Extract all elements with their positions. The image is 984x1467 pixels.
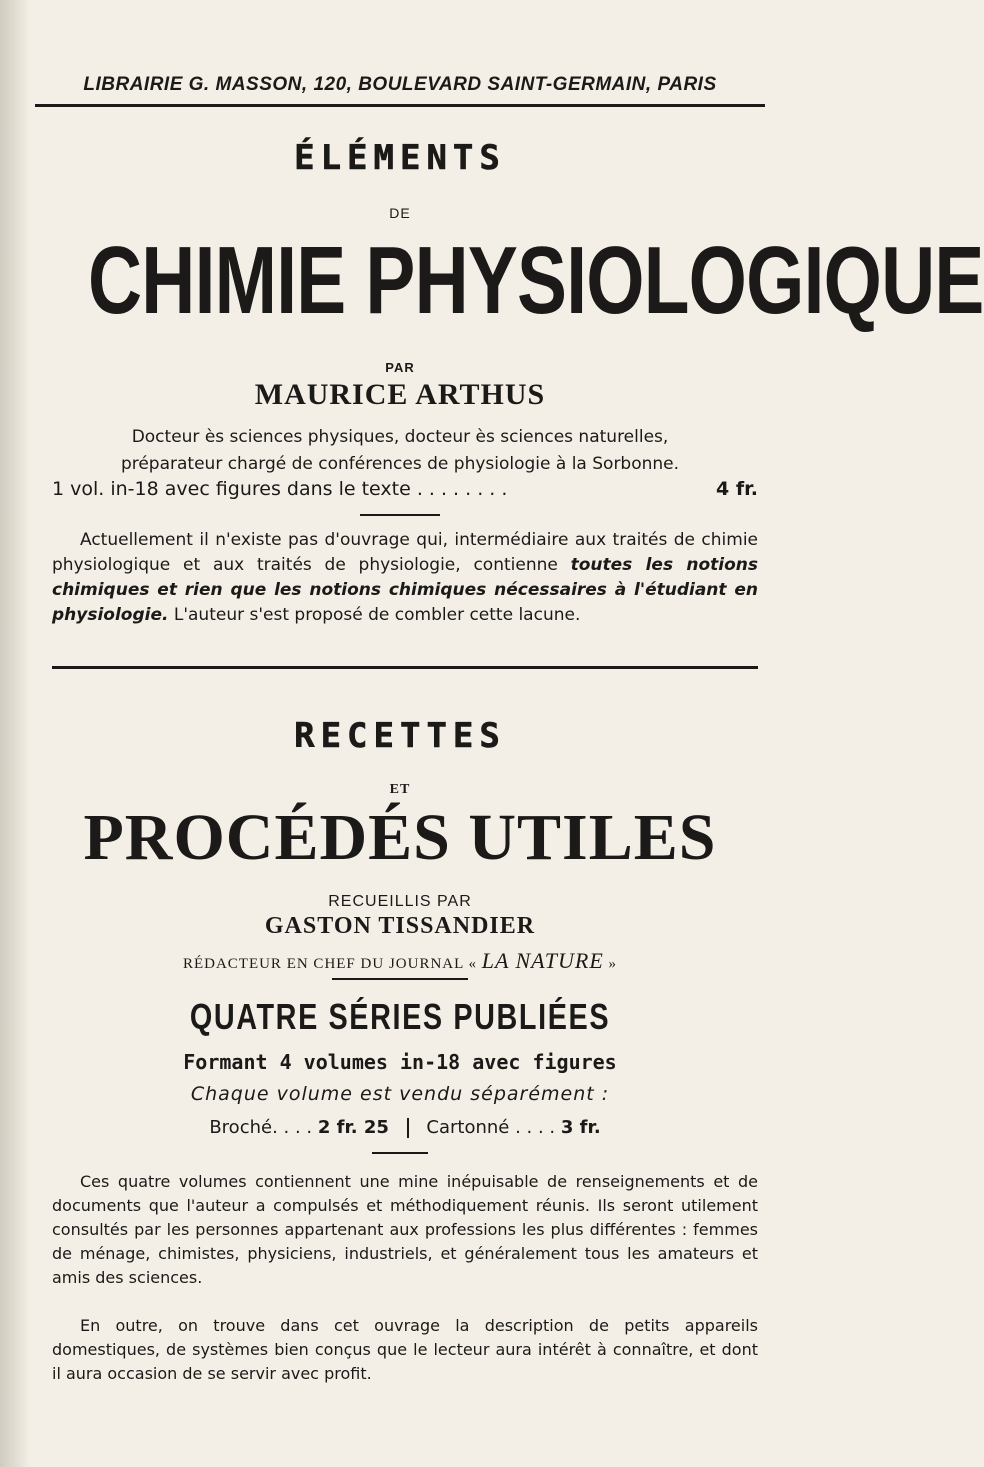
book1-description xyxy=(52,528,758,628)
book1-price: 4 fr. xyxy=(716,478,758,500)
book1-description-start: Actuellement il n'existe pas d'ouvrage qui, intermédiaire aux traités de chimie physiologique et aux traités de physiologie, contienne xyxy=(52,530,758,575)
broche-label: Broché. . . . xyxy=(209,1117,313,1138)
broche-price: 2 fr. 25 xyxy=(317,1117,389,1138)
publisher-header: LIBRAIRIE G. MASSON, 120, BOULEVARD SAINT-GERMAIN, PARIS xyxy=(83,74,717,95)
book1-description-emphasis: toutes les notions chimiques et rien que les notions chimiques nécessaires à l'étudiant en physiologie. xyxy=(52,555,758,625)
book2-journal: LA NATURE xyxy=(481,948,604,973)
book1-credentials xyxy=(0,424,800,478)
header-rule xyxy=(35,104,765,107)
book2-role-close: » xyxy=(608,956,618,972)
book1-title-top: ÉLÉMENTS xyxy=(294,138,506,178)
cartonne-price: 3 fr. xyxy=(560,1117,601,1138)
book2-title-main: PROCÉDÉS UTILES xyxy=(83,801,717,874)
book2-role-text: RÉDACTEUR EN CHEF DU JOURNAL « xyxy=(182,956,477,972)
book2-chaque: Chaque volume est vendu séparément : xyxy=(190,1083,610,1105)
book1-title-main: CHIMIE PHYSIOLOGIQUE xyxy=(88,227,984,334)
book1-author: MAURICE ARTHUS xyxy=(254,378,546,411)
book2-author: GASTON TISSANDIER xyxy=(264,913,536,939)
cartonne-label: Cartonné . . . . xyxy=(426,1117,556,1138)
book1-credentials-line2: préparateur chargé de conférences de physiologie à la Sorbonne. xyxy=(120,454,680,474)
book1-volume: 1 vol. in-18 avec figures dans le texte . . . . . . . . xyxy=(52,478,508,500)
section-divider xyxy=(52,666,758,669)
book2-prices xyxy=(52,1117,758,1138)
book2-title-top: RECETTES xyxy=(294,716,506,756)
book2-price-rule xyxy=(372,1152,428,1154)
book2-role xyxy=(0,948,800,974)
book1-short-rule xyxy=(360,514,440,516)
book1-volume-line xyxy=(52,478,758,500)
book2-title-et: ET xyxy=(389,782,411,797)
price-separator xyxy=(407,1118,409,1138)
book1-description-end: L'auteur s'est proposé de combler cette lacune. xyxy=(168,605,581,625)
book2-formant: Formant 4 volumes in-18 avec figures xyxy=(183,1050,617,1074)
book2-series: QUATRE SÉRIES PUBLIÉES xyxy=(189,996,611,1037)
book2-paragraph1: Ces quatre volumes contiennent une mine inépuisable de renseignements et de documents que l'auteur a compulsés et méthodiquement réunis. Ils seront utilement consultés par les personnes appartenant aux professions les plus différentes : femmes de ménage, chimistes, physiciens, industriels, et généralement tous les amateurs et amis des sciences. xyxy=(52,1172,758,1287)
book2-recueillis: RECUEILLIS PAR xyxy=(328,893,472,910)
book1-credentials-line1: Docteur ès sciences physiques, docteur ès sciences naturelles, xyxy=(131,427,669,447)
book1-par: PAR xyxy=(385,360,415,375)
book2-short-rule xyxy=(332,978,468,980)
book1-title-de: DE xyxy=(389,205,411,221)
book2-paragraph2: En outre, on trouve dans cet ouvrage la description de petits appareils domestiques, de systèmes bien conçus que le lecteur aura intérêt à connaître, et dont il aura occasion de se servir avec profit. xyxy=(52,1316,758,1383)
